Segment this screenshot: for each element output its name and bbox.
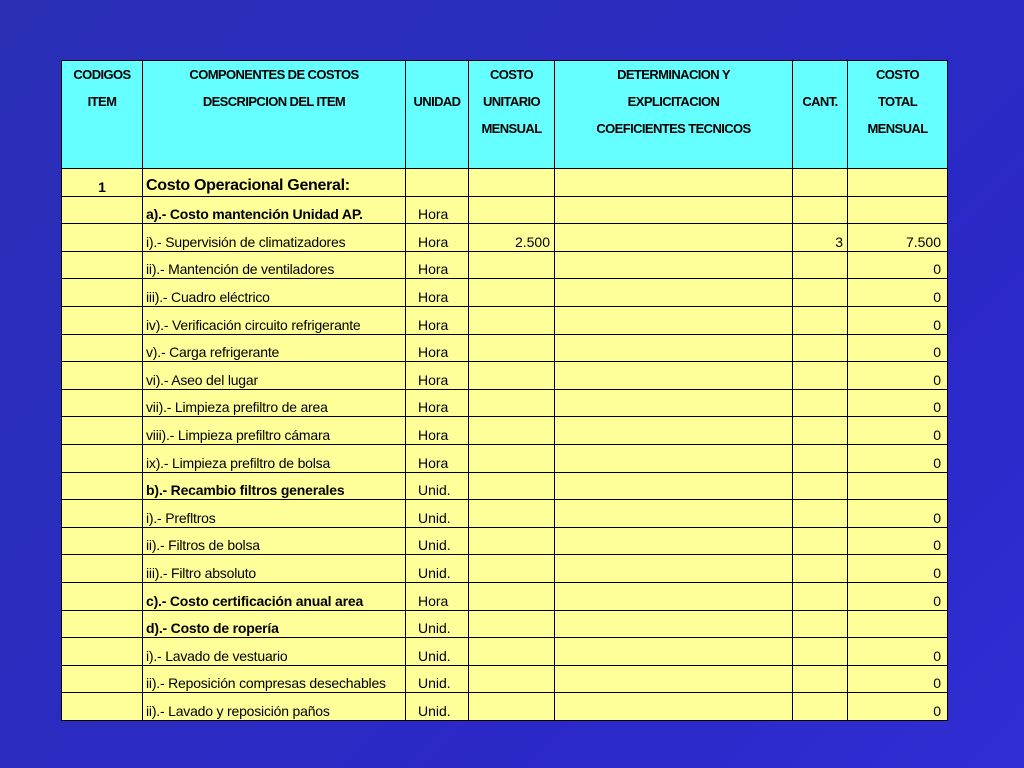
quantity-cell: [793, 555, 848, 583]
table-row: [62, 638, 948, 666]
description-cell: iii).- Cuadro eléctrico: [143, 279, 406, 307]
header-line: DETERMINACION Y: [617, 67, 730, 82]
code-cell: [62, 638, 143, 666]
total-cost-cell: 0: [848, 693, 948, 721]
unit-cell: Unid.: [406, 665, 469, 693]
code-cell: [62, 224, 143, 252]
determination-cell: [555, 362, 793, 390]
header-line: COSTO: [490, 67, 533, 82]
header-line: UNITARIO: [482, 94, 541, 109]
table-row: [62, 444, 948, 472]
total-cost-cell: [848, 196, 948, 224]
unit-cost-cell: [469, 251, 555, 279]
header-costo-unitario: [469, 61, 555, 169]
determination-cell: [555, 251, 793, 279]
description-cell: ii).- Filtros de bolsa: [143, 527, 406, 555]
table-row: [62, 334, 948, 362]
description-cell: i).- Supervisión de climatizadores: [143, 224, 406, 252]
quantity-cell: [793, 693, 848, 721]
determination-cell: [555, 693, 793, 721]
quantity-cell: [793, 582, 848, 610]
quantity-cell: [793, 472, 848, 500]
code-cell: [62, 444, 143, 472]
unit-cell: Unid.: [406, 638, 469, 666]
header-line: DESCRIPCION DEL ITEM: [202, 94, 346, 109]
table-row: [62, 527, 948, 555]
table-row: [62, 582, 948, 610]
header-costo-total: [848, 61, 948, 169]
determination-cell: [555, 169, 793, 197]
header-cant: [793, 61, 848, 169]
slide-panel: [61, 60, 948, 721]
total-cost-cell: [848, 472, 948, 500]
header-row: [62, 61, 948, 169]
table-row: [62, 389, 948, 417]
table-row: [62, 169, 948, 197]
description-cell: c).- Costo certificación anual area: [143, 582, 406, 610]
code-cell: [62, 665, 143, 693]
unit-cell: Hora: [406, 279, 469, 307]
determination-cell: [555, 638, 793, 666]
description-cell: ii).- Lavado y reposición paños: [143, 693, 406, 721]
code-cell: [62, 196, 143, 224]
unit-cell: Hora: [406, 444, 469, 472]
table-row: [62, 472, 948, 500]
unit-cost-cell: [469, 169, 555, 197]
unit-cost-cell: [469, 555, 555, 583]
quantity-cell: [793, 169, 848, 197]
header-line: COSTO: [876, 67, 919, 82]
description-cell: i).- Prefltros: [143, 500, 406, 528]
quantity-cell: [793, 306, 848, 334]
table-row: [62, 417, 948, 445]
description-cell: ii).- Mantención de ventiladores: [143, 251, 406, 279]
code-cell: [62, 279, 143, 307]
unit-cost-cell: [469, 196, 555, 224]
total-cost-cell: 0: [848, 527, 948, 555]
quantity-cell: [793, 362, 848, 390]
code-cell: [62, 610, 143, 638]
unit-cell: Hora: [406, 389, 469, 417]
table-row: [62, 610, 948, 638]
unit-cost-cell: [469, 527, 555, 555]
code-cell: [62, 334, 143, 362]
unit-cost-cell: [469, 279, 555, 307]
header-line: UNIDAD: [413, 94, 461, 109]
unit-cell: Unid.: [406, 500, 469, 528]
quantity-cell: [793, 638, 848, 666]
unit-cost-cell: [469, 582, 555, 610]
header-codigos-item: [62, 61, 143, 169]
header-line: CANT.: [802, 94, 838, 109]
quantity-cell: 3: [793, 224, 848, 252]
unit-cell: [406, 169, 469, 197]
determination-cell: [555, 555, 793, 583]
header-line: EXPLICITACION: [627, 94, 720, 109]
description-cell: a).- Costo mantención Unidad AP.: [143, 196, 406, 224]
determination-cell: [555, 582, 793, 610]
total-cost-cell: 0: [848, 306, 948, 334]
quantity-cell: [793, 665, 848, 693]
unit-cell: Unid.: [406, 555, 469, 583]
header-line: COEFICIENTES TECNICOS: [596, 121, 751, 136]
quantity-cell: [793, 610, 848, 638]
determination-cell: [555, 500, 793, 528]
quantity-cell: [793, 389, 848, 417]
table-row: [62, 665, 948, 693]
description-cell: ii).- Reposición compresas desechables: [143, 665, 406, 693]
unit-cost-cell: [469, 362, 555, 390]
description-cell: vi).- Aseo del lugar: [143, 362, 406, 390]
description-cell: i).- Lavado de vestuario: [143, 638, 406, 666]
cost-table: [61, 60, 948, 721]
unit-cell: Unid.: [406, 693, 469, 721]
quantity-cell: [793, 334, 848, 362]
unit-cost-cell: 2.500: [469, 224, 555, 252]
code-cell: [62, 362, 143, 390]
header-line: CODIGOS: [73, 67, 131, 82]
unit-cost-cell: [469, 444, 555, 472]
total-cost-cell: 0: [848, 251, 948, 279]
header-line: COMPONENTES DE COSTOS: [189, 67, 359, 82]
determination-cell: [555, 472, 793, 500]
table-row: [62, 362, 948, 390]
quantity-cell: [793, 251, 848, 279]
quantity-cell: [793, 279, 848, 307]
unit-cost-cell: [469, 389, 555, 417]
code-cell: 1: [62, 169, 143, 197]
unit-cell: Hora: [406, 362, 469, 390]
determination-cell: [555, 306, 793, 334]
total-cost-cell: 0: [848, 334, 948, 362]
total-cost-cell: 0: [848, 665, 948, 693]
description-cell: iii).- Filtro absoluto: [143, 555, 406, 583]
unit-cost-cell: [469, 306, 555, 334]
table-row: [62, 196, 948, 224]
unit-cost-cell: [469, 472, 555, 500]
table-row: [62, 555, 948, 583]
table-row: [62, 693, 948, 721]
description-cell: d).- Costo de ropería: [143, 610, 406, 638]
unit-cost-cell: [469, 334, 555, 362]
table-row: [62, 224, 948, 252]
code-cell: [62, 472, 143, 500]
determination-cell: [555, 196, 793, 224]
unit-cost-cell: [469, 500, 555, 528]
unit-cell: Hora: [406, 334, 469, 362]
table-row: [62, 251, 948, 279]
description-cell: ix).- Limpieza prefiltro de bolsa: [143, 444, 406, 472]
unit-cell: Unid.: [406, 610, 469, 638]
determination-cell: [555, 224, 793, 252]
header-unidad: [406, 61, 469, 169]
unit-cell: Hora: [406, 306, 469, 334]
header-determinacion: [555, 61, 793, 169]
code-cell: [62, 389, 143, 417]
code-cell: [62, 582, 143, 610]
total-cost-cell: 0: [848, 582, 948, 610]
unit-cell: Hora: [406, 251, 469, 279]
quantity-cell: [793, 196, 848, 224]
table-row: [62, 306, 948, 334]
code-cell: [62, 251, 143, 279]
description-cell: viii).- Limpieza prefiltro cámara: [143, 417, 406, 445]
unit-cell: Hora: [406, 224, 469, 252]
determination-cell: [555, 417, 793, 445]
header-line: MENSUAL: [481, 121, 542, 136]
code-cell: [62, 417, 143, 445]
quantity-cell: [793, 527, 848, 555]
description-cell: v).- Carga refrigerante: [143, 334, 406, 362]
unit-cost-cell: [469, 417, 555, 445]
unit-cost-cell: [469, 693, 555, 721]
total-cost-cell: 0: [848, 417, 948, 445]
header-line: TOTAL: [877, 94, 918, 109]
total-cost-cell: 0: [848, 555, 948, 583]
table-row: [62, 279, 948, 307]
description-cell: iv).- Verificación circuito refrigerante: [143, 306, 406, 334]
table-row: [62, 500, 948, 528]
description-cell: b).- Recambio filtros generales: [143, 472, 406, 500]
unit-cell: Unid.: [406, 472, 469, 500]
code-cell: [62, 693, 143, 721]
total-cost-cell: 0: [848, 638, 948, 666]
quantity-cell: [793, 444, 848, 472]
unit-cell: Unid.: [406, 527, 469, 555]
determination-cell: [555, 334, 793, 362]
unit-cell: Hora: [406, 582, 469, 610]
unit-cell: Hora: [406, 196, 469, 224]
determination-cell: [555, 610, 793, 638]
header-line: MENSUAL: [867, 121, 928, 136]
determination-cell: [555, 444, 793, 472]
description-cell: vii).- Limpieza prefiltro de area: [143, 389, 406, 417]
code-cell: [62, 500, 143, 528]
total-cost-cell: 7.500: [848, 224, 948, 252]
total-cost-cell: [848, 169, 948, 197]
quantity-cell: [793, 500, 848, 528]
quantity-cell: [793, 417, 848, 445]
header-line: ITEM: [87, 94, 117, 109]
total-cost-cell: 0: [848, 362, 948, 390]
determination-cell: [555, 527, 793, 555]
header-componentes: [143, 61, 406, 169]
unit-cost-cell: [469, 638, 555, 666]
description-cell: Costo Operacional General:: [143, 169, 406, 197]
total-cost-cell: 0: [848, 500, 948, 528]
total-cost-cell: [848, 610, 948, 638]
code-cell: [62, 555, 143, 583]
determination-cell: [555, 279, 793, 307]
determination-cell: [555, 665, 793, 693]
determination-cell: [555, 389, 793, 417]
total-cost-cell: 0: [848, 279, 948, 307]
unit-cost-cell: [469, 610, 555, 638]
code-cell: [62, 306, 143, 334]
unit-cell: Hora: [406, 417, 469, 445]
total-cost-cell: 0: [848, 389, 948, 417]
total-cost-cell: 0: [848, 444, 948, 472]
code-cell: [62, 527, 143, 555]
unit-cost-cell: [469, 665, 555, 693]
